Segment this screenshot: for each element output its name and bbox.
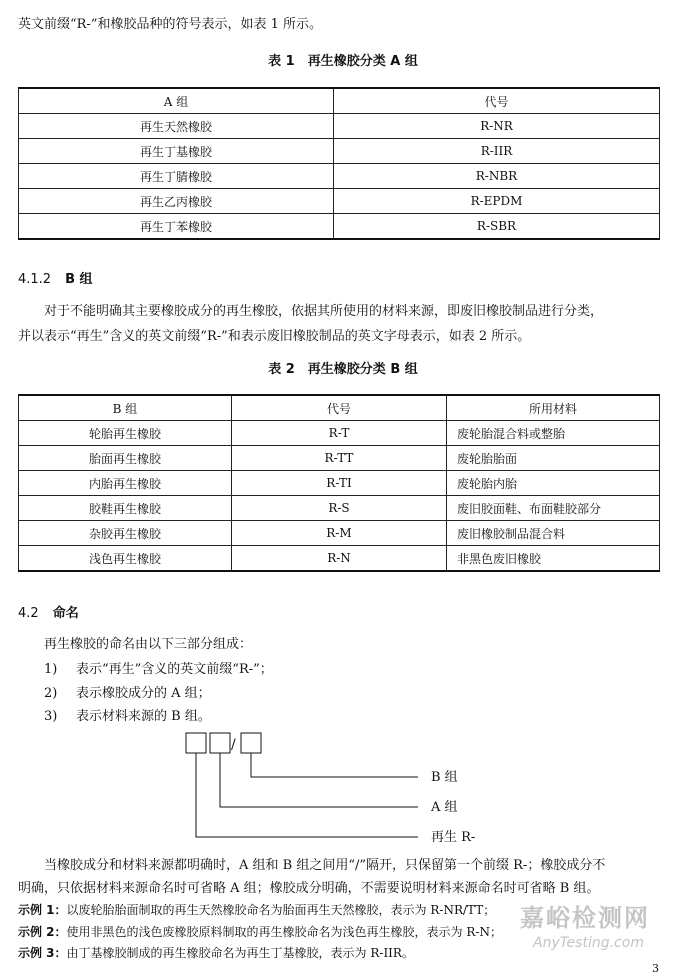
table-header-cell: A 组	[19, 88, 334, 114]
table-cell: R-T	[232, 421, 447, 446]
list-item-text: 表示材料来源的 B 组。	[76, 709, 211, 724]
watermark-logo-cn: 嘉峪检测网	[520, 904, 650, 932]
table-cell: R-TT	[232, 446, 447, 471]
paragraph-line: 并以表示“再生”含义的英文前缀“R-”和表示废旧橡胶制品的英文字母表示，如表 2 所示。	[18, 329, 531, 344]
example-label: 示例 3：	[18, 946, 67, 960]
table-row	[19, 189, 660, 214]
diagram-leader-a	[220, 753, 418, 807]
table-cell: R-S	[232, 496, 447, 521]
example-text: 以废轮胎胎面制取的再生天然橡胶命名为胎面再生天然橡胶，表示为 R-NR/TT；	[66, 903, 496, 917]
table-row	[19, 446, 660, 471]
table-header-row	[19, 395, 660, 421]
page-number: 3	[652, 962, 659, 975]
table-row	[19, 164, 660, 189]
table-cell: R-NR	[334, 114, 660, 139]
table-cell: 内胎再生橡胶	[19, 471, 232, 496]
example-text: 使用非黑色的浅色废橡胶原料制取的再生橡胶命名为浅色再生橡胶，表示为 R-N；	[66, 925, 502, 939]
table-cell: 胎面再生橡胶	[19, 446, 232, 471]
table-row	[19, 546, 660, 572]
table-cell: 再生丁腈橡胶	[19, 164, 334, 189]
table-header-row	[19, 88, 660, 114]
list-item	[44, 658, 273, 677]
table-cell: 浅色再生橡胶	[19, 546, 232, 572]
watermark-logo-en: AnyTesting.com	[533, 935, 644, 951]
table-row	[19, 214, 660, 240]
table-cell: 杂胶再生橡胶	[19, 521, 232, 546]
table-cell: 废旧橡胶制品混合料	[447, 521, 660, 546]
table-cell: R-N	[232, 546, 447, 572]
table-cell: R-NBR	[334, 164, 660, 189]
table-cell: R-M	[232, 521, 447, 546]
intro-line: 英文前缀“R-”和橡胶品种的符号表示，如表 1 所示。	[18, 17, 323, 32]
table-cell: 轮胎再生橡胶	[19, 421, 232, 446]
table-row	[19, 496, 660, 521]
table-header-cell: 代号	[232, 395, 447, 421]
diagram-label-a: A 组	[431, 800, 458, 815]
table-cell: R-IIR	[334, 139, 660, 164]
example-line	[18, 923, 502, 940]
table-cell: 废旧胶面鞋、布面鞋胶部分	[447, 496, 660, 521]
list-item-text: 表示橡胶成分的 A 组；	[76, 686, 211, 701]
naming-intro: 再生橡胶的命名由以下三部分组成：	[44, 637, 253, 652]
table2-caption: 表 2 再生橡胶分类 B 组	[268, 362, 418, 377]
example-text: 由丁基橡胶制成的再生橡胶命名为再生丁基橡胶，表示为 R-IIR。	[66, 946, 414, 960]
list-item	[44, 705, 211, 724]
diagram-box-a	[210, 733, 230, 753]
section-heading-4-2	[18, 602, 79, 621]
table-cell: 再生丁苯橡胶	[19, 214, 334, 240]
diagram-leader-b	[251, 753, 418, 777]
list-item-text: 表示“再生”含义的英文前缀“R-”；	[76, 662, 273, 677]
diagram-slash: /	[231, 737, 236, 753]
example-line	[18, 944, 414, 961]
table-cell: 废轮胎混合料或整胎	[447, 421, 660, 446]
table-row	[19, 114, 660, 139]
table-cell: 再生天然橡胶	[19, 114, 334, 139]
example-label: 示例 1：	[18, 903, 67, 917]
paragraph-line: 明确，只依据材料来源命名时可省略 A 组；橡胶成分明确，不需要说明材料来源命名时可省略 B 组。	[18, 881, 600, 896]
section-heading-4-1-2	[18, 268, 93, 287]
section-title: B 组	[65, 272, 93, 287]
diagram-label-prefix: 再生 R-	[431, 830, 476, 845]
table-cell: R-EPDM	[334, 189, 660, 214]
paragraph-line: 当橡胶成分和材料来源都明确时，A 组和 B 组之间用“/”隔开，只保留第一个前缀 R-；橡胶成分不	[44, 858, 606, 873]
naming-diagram	[0, 727, 686, 847]
list-item	[44, 682, 211, 701]
table-row	[19, 139, 660, 164]
table-cell: 非黑色废旧橡胶	[447, 546, 660, 572]
list-item-number: 3)	[44, 709, 58, 724]
diagram-box-b	[241, 733, 261, 753]
table-row	[19, 421, 660, 446]
section-number: 4.2	[18, 606, 39, 621]
section-number: 4.1.2	[18, 272, 52, 287]
table-header-cell: 所用材料	[447, 395, 660, 421]
list-item-number: 2)	[44, 686, 58, 701]
diagram-leader-prefix	[196, 753, 418, 837]
table-header-cell: B 组	[19, 395, 232, 421]
table-cell: R-TI	[232, 471, 447, 496]
diagram-label-b: B 组	[431, 770, 458, 785]
table-cell: 废轮胎胎面	[447, 446, 660, 471]
table-header-cell: 代号	[334, 88, 660, 114]
paragraph-line: 对于不能明确其主要橡胶成分的再生橡胶，依据其所使用的材料来源，即废旧橡胶制品进行分类，	[44, 304, 604, 319]
table-cell: 再生乙丙橡胶	[19, 189, 334, 214]
table2	[18, 394, 660, 572]
table1	[18, 87, 660, 240]
example-label: 示例 2：	[18, 925, 67, 939]
table-cell: 废轮胎内胎	[447, 471, 660, 496]
list-item-number: 1)	[44, 662, 58, 677]
diagram-box-prefix	[186, 733, 206, 753]
table-cell: 胶鞋再生橡胶	[19, 496, 232, 521]
section-title: 命名	[52, 606, 79, 621]
table-row	[19, 521, 660, 546]
example-line	[18, 901, 495, 918]
table-cell: 再生丁基橡胶	[19, 139, 334, 164]
table-row	[19, 471, 660, 496]
table1-caption: 表 1 再生橡胶分类 A 组	[268, 54, 418, 69]
table-cell: R-SBR	[334, 214, 660, 240]
